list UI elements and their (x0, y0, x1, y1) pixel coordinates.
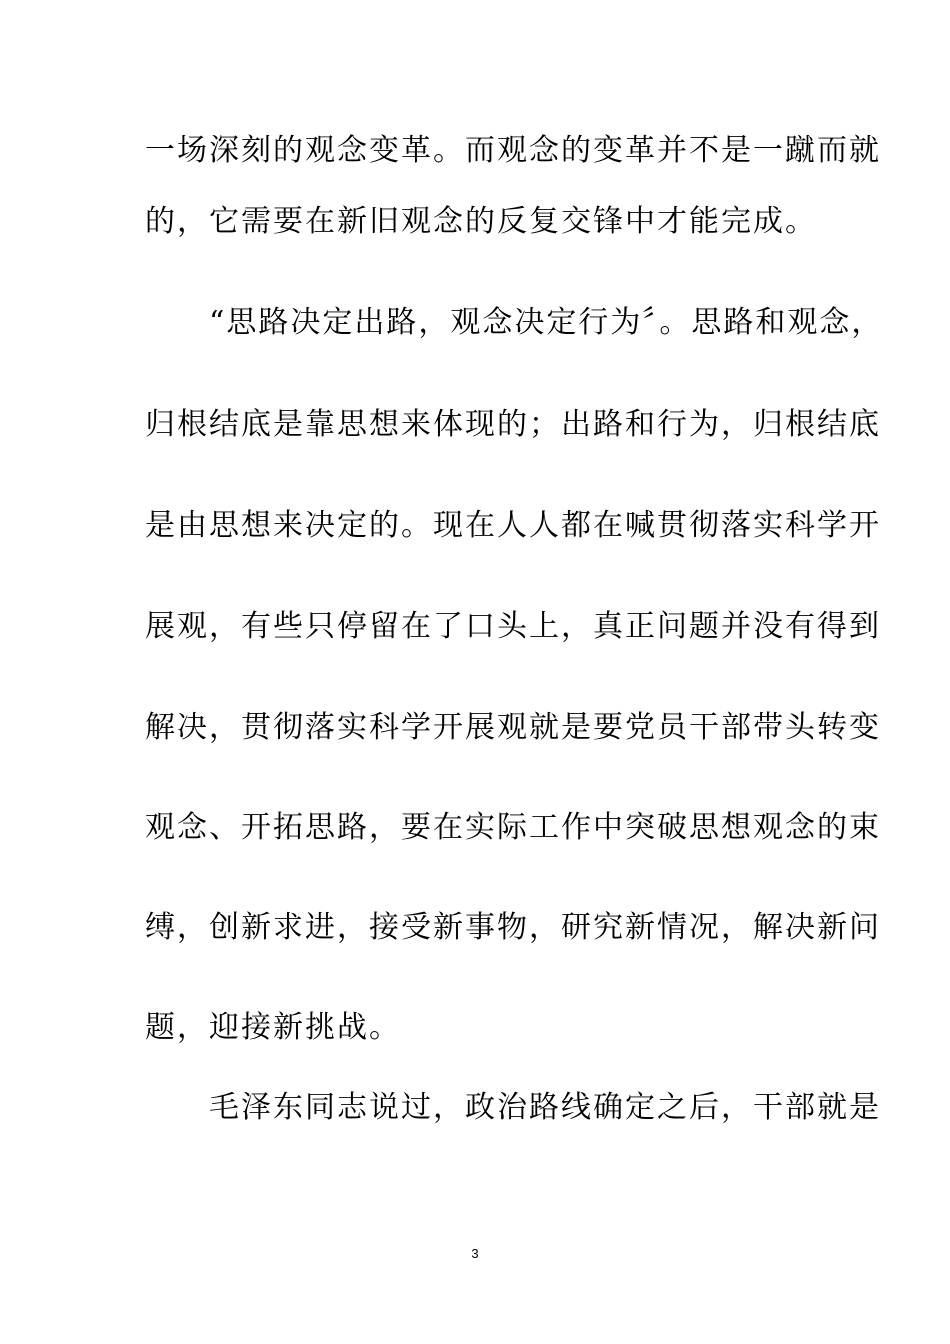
text-line-7: 解决，贯彻落实科学开展观就是要党员干部带头转变 (145, 710, 881, 745)
text-line-4: 归根结底是靠思想来体现的；出路和行为，归根结底 (145, 407, 881, 442)
text-line-3: “思路决定出路，观念决定行为〞。思路和观念， (209, 305, 884, 340)
text-line-8: 观念、开拓思路，要在实际工作中突破思想观念的束 (145, 810, 881, 845)
text-line-10: 题，迎接新挑战。 (145, 1010, 401, 1045)
text-line-5: 是由思想来决定的。现在人人都在喊贯彻落实科学开 (145, 508, 881, 543)
text-line-9: 缚，创新求进，接受新事物，研究新情况，解决新问 (145, 910, 881, 945)
text-line-1: 一场深刻的观念变革。而观念的变革并不是一蹴而就 (145, 133, 881, 168)
text-line-2: 的，它需要在新旧观念的反复交锋中才能完成。 (145, 204, 817, 239)
text-line-11: 毛泽东同志说过，政治路线确定之后，干部就是 (209, 1090, 881, 1125)
text-line-6: 展观，有些只停留在了口头上，真正问题并没有得到 (145, 609, 881, 644)
page-number: 3 (471, 1246, 479, 1261)
